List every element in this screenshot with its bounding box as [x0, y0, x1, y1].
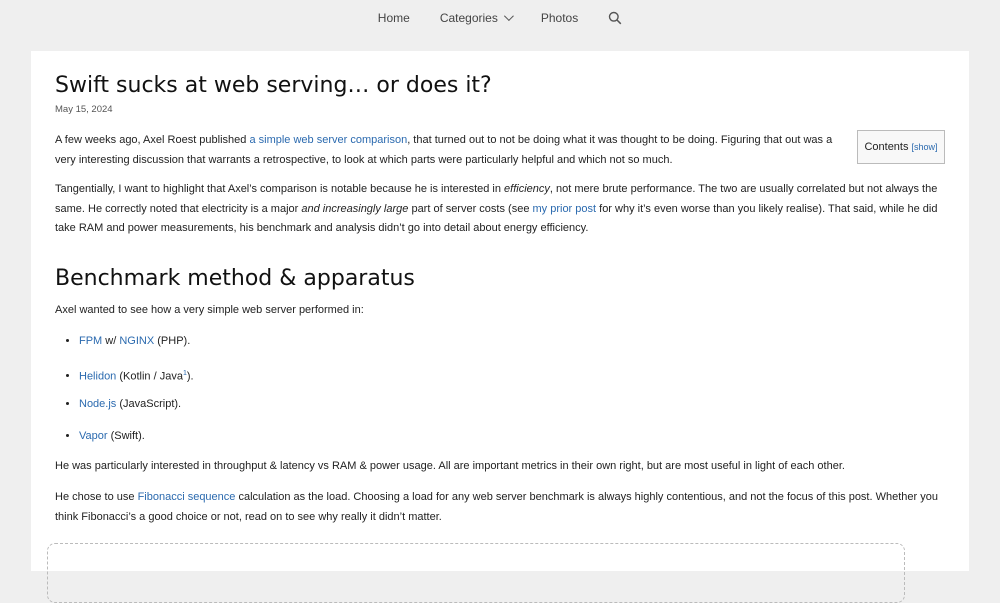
server-list: [55, 332, 194, 458]
p1-text-a: A few weeks ago, Axel Roest published: [55, 134, 250, 146]
list-item: [79, 364, 194, 396]
list-text: (JavaScript).: [116, 398, 182, 410]
list-text: (PHP).: [154, 335, 191, 347]
footnote-link[interactable]: 1: [182, 369, 187, 377]
p2-em-efficiency: efficiency: [504, 183, 550, 195]
post-date: May 15, 2024: [55, 104, 113, 115]
article-container: [31, 51, 969, 571]
p1-text-b: , that turned out to not be doing what it was thought to be doing. Figuring that out was a very interesting discussion that warrants a retrospective, to look at which parts were particularly helpful and which not so much.: [55, 134, 833, 166]
link-vapor[interactable]: Vapor: [79, 429, 108, 442]
code-block: [47, 543, 905, 603]
p5-text-b: calculation as the load. Choosing a load for any web server benchmark is always highly contentious, and not the focus of this post. Whether you think Fibonacci’s a good choice or not, read on to see why really it didn’t matter.: [55, 491, 938, 523]
section-heading: Benchmark method & apparatus: [55, 266, 415, 291]
list-item: [79, 332, 194, 364]
p2-text-a: Tangentially, I want to highlight that Axel’s comparison is notable because he is interested in: [55, 183, 505, 195]
paragraph-method: Axel wanted to see how a very simple web server performed in:: [55, 304, 364, 316]
list-item: [79, 427, 194, 459]
list-text: (Swift).: [107, 429, 145, 442]
list-text: (Kotlin / Java: [116, 370, 183, 383]
link-server-comparison[interactable]: a simple web server comparison: [249, 134, 408, 146]
p2-text-c: part of server costs (see: [408, 202, 533, 215]
link-prior-post[interactable]: my prior post: [532, 202, 597, 215]
nav-categories[interactable]: [440, 11, 511, 25]
link-nginx[interactable]: NGINX: [119, 335, 155, 347]
link-nodejs[interactable]: Node.js: [79, 398, 117, 410]
link-fpm[interactable]: FPM: [79, 335, 103, 347]
chevron-down-icon: [504, 11, 514, 21]
toc-label: Contents: [864, 141, 909, 153]
paragraph-load: [55, 488, 945, 527]
paragraph-intro: [55, 131, 835, 170]
search-icon[interactable]: [608, 11, 622, 25]
p2-text-b: , not mere brute performance. The two are usually correlated but not always the same. He correctly noted that electricity is a major: [55, 183, 938, 215]
toc-show-link[interactable]: show: [914, 142, 936, 152]
p5-text-a: He chose to use: [55, 491, 138, 503]
list-text: ).: [186, 370, 194, 383]
page-title: Swift sucks at web serving… or does it?: [55, 73, 492, 98]
nav-photos[interactable]: Photos: [540, 10, 579, 25]
nav-categories-label: Categories: [439, 10, 498, 25]
link-fibonacci[interactable]: Fibonacci sequence: [137, 491, 236, 503]
table-of-contents: [857, 130, 945, 164]
list-item: [79, 395, 194, 427]
paragraph-metrics: He was particularly interested in throughput & latency vs RAM & power usage. All are important metrics in their own right, but are most useful in light of each other.: [55, 460, 845, 472]
p2-em-increasingly: and increasingly large: [301, 202, 409, 215]
paragraph-efficiency: [55, 180, 945, 239]
link-helidon[interactable]: Helidon: [79, 370, 117, 383]
list-text: w/: [102, 335, 120, 347]
toc-show-toggle[interactable]: [show]: [911, 142, 938, 152]
p2-text-d: for why it’s even worse than you likely realise). That said, while he did take RAM and power measurements, his benchmark and analysis didn’t go into detail about energy efficiency.: [55, 202, 938, 234]
nav-home[interactable]: Home: [377, 10, 410, 25]
top-navigation: [0, 0, 1000, 35]
